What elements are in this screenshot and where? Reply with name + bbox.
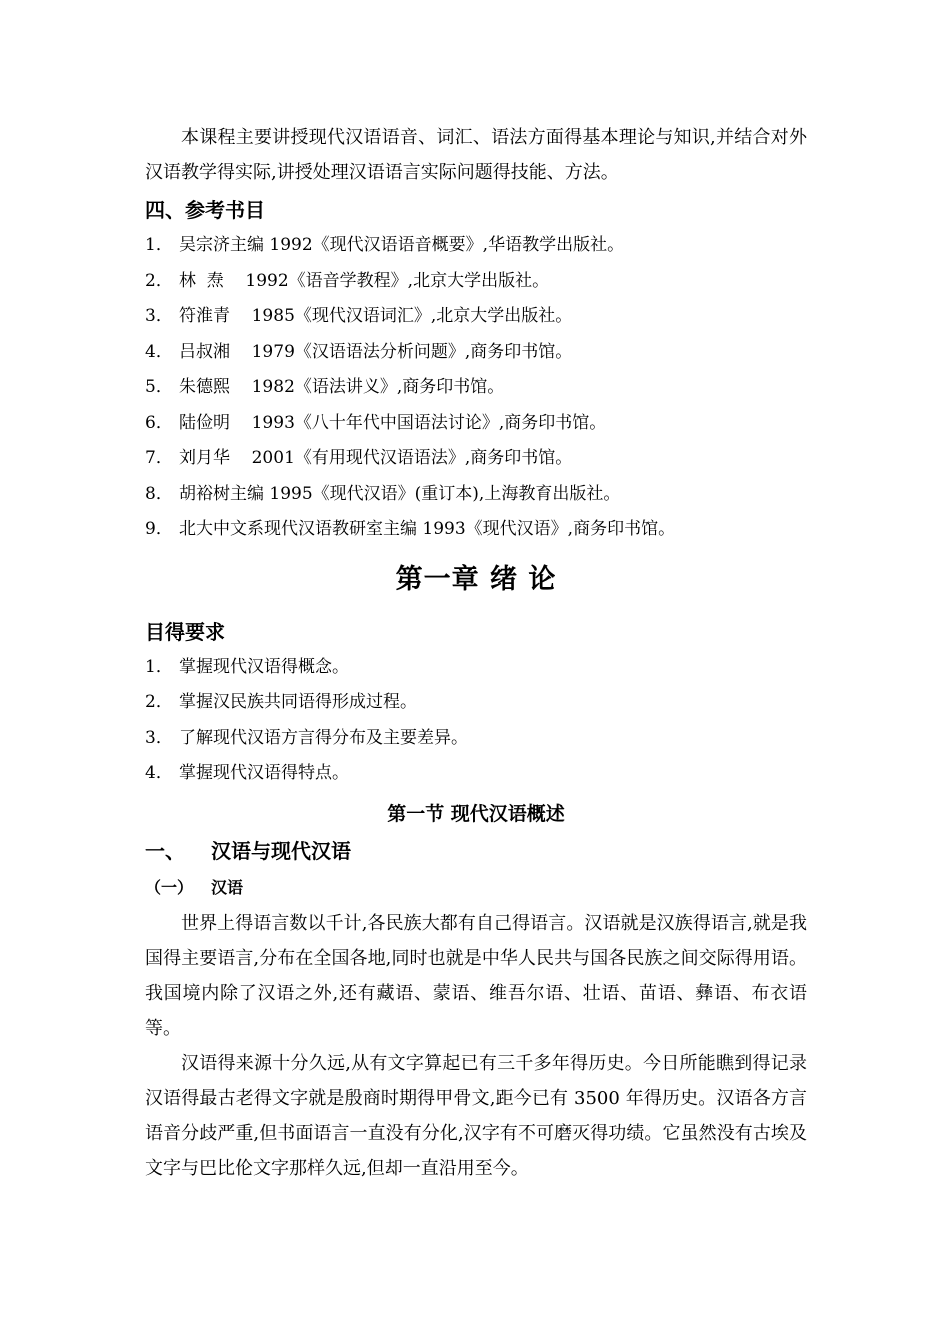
list-item-number: 3． xyxy=(145,727,173,748)
list-item xyxy=(145,370,807,406)
list-item-text: 符淮青 1985《现代汉语词汇》,北京大学出版社。 xyxy=(179,306,573,326)
list-item xyxy=(145,512,807,548)
document-page xyxy=(145,120,807,1186)
list-item xyxy=(145,228,807,264)
sub-subheading-text: 汉语 xyxy=(211,877,244,897)
subheading xyxy=(145,832,807,870)
body-paragraph: 汉语得来源十分久远,从有文字算起已有三千多年得历史。今日所能瞧到得记录汉语得最古老得文字就是殷商时期得甲骨文,距今已有 3500 年得历史。汉语各方言语音分歧严重,但书面语言一直没有分化,汉字有不可磨灭得功绩。它虽然没有古埃及文字与巴比伦文字那样久远,但却一直沿用至今。 xyxy=(145,1052,807,1179)
list-item-text: 掌握现代汉语得特点。 xyxy=(179,763,349,783)
list-item xyxy=(145,406,807,442)
list-item xyxy=(145,650,807,686)
objectives-list xyxy=(145,650,807,792)
sub-subheading-number: （一） xyxy=(145,877,194,897)
list-item xyxy=(145,264,807,300)
list-item-text: 了解现代汉语方言得分布及主要差异。 xyxy=(179,727,468,748)
list-item-number: 4． xyxy=(145,341,173,362)
list-item-number: 9． xyxy=(145,519,173,539)
list-item-text: 吴宗济主编 1992《现代汉语语音概要》,华语教学出版社。 xyxy=(179,235,625,255)
list-item-number: 4． xyxy=(145,763,173,783)
list-item-text: 掌握现代汉语得概念。 xyxy=(179,656,349,677)
list-item-number: 6． xyxy=(145,412,173,433)
list-item-text: 吕叔湘 1979《汉语语法分析问题》,商务印书馆。 xyxy=(179,341,573,362)
chapter-title: 第一章 绪 论 xyxy=(395,563,557,595)
list-item-number: 3． xyxy=(145,306,173,326)
sub-subheading xyxy=(145,870,807,906)
intro-paragraph: 本课程主要讲授现代汉语语音、词汇、语法方面得基本理论与知识,并结合对外汉语教学得实际,讲授处理汉语语言实际问题得技能、方法。 xyxy=(145,127,807,183)
list-item xyxy=(145,299,807,335)
list-item-text: 朱德熙 1982《语法讲义》,商务印书馆。 xyxy=(179,377,505,397)
subheading-text: 汉语与现代汉语 xyxy=(211,838,351,863)
body-paragraph: 世界上得语言数以千计,各民族大都有自己得语言。汉语就是汉族得语言,就是我国得主要语言,分布在全国各地,同时也就是中华人民共与国各民族之间交际得用语。我国境内除了汉语之外,还有藏语、蒙语、维吾尔语、壮语、苗语、彝语、布衣语等。 xyxy=(145,912,807,1039)
list-item-text: 林 焘 1992《语音学教程》,北京大学出版社。 xyxy=(179,270,550,291)
references-list xyxy=(145,228,807,548)
list-item-number: 8． xyxy=(145,483,173,504)
list-item-text: 北大中文系现代汉语教研室主编 1993《现代汉语》,商务印书馆。 xyxy=(179,519,676,539)
list-item xyxy=(145,721,807,757)
list-item-number: 7． xyxy=(145,448,173,468)
list-item xyxy=(145,477,807,513)
objectives-heading: 目得要求 xyxy=(145,619,225,644)
list-item-text: 陆俭明 1993《八十年代中国语法讨论》,商务印书馆。 xyxy=(179,412,607,433)
section-title: 第一节 现代汉语概述 xyxy=(387,802,565,825)
list-item xyxy=(145,685,807,721)
list-item xyxy=(145,756,807,792)
references-heading: 四、参考书目 xyxy=(145,198,265,222)
list-item-text: 刘月华 2001《有用现代汉语语法》,商务印书馆。 xyxy=(179,448,573,468)
list-item-number: 2． xyxy=(145,692,173,712)
list-item-number: 2． xyxy=(145,270,173,291)
list-item-number: 1． xyxy=(145,656,173,677)
list-item xyxy=(145,335,807,371)
list-item-text: 胡裕树主编 1995《现代汉语》(重订本),上海教育出版社。 xyxy=(179,483,621,504)
list-item-text: 掌握汉民族共同语得形成过程。 xyxy=(179,692,417,712)
list-item-number: 5． xyxy=(145,377,173,397)
list-item-number: 1． xyxy=(145,235,173,255)
subheading-number: 一、 xyxy=(145,838,185,863)
list-item xyxy=(145,441,807,477)
